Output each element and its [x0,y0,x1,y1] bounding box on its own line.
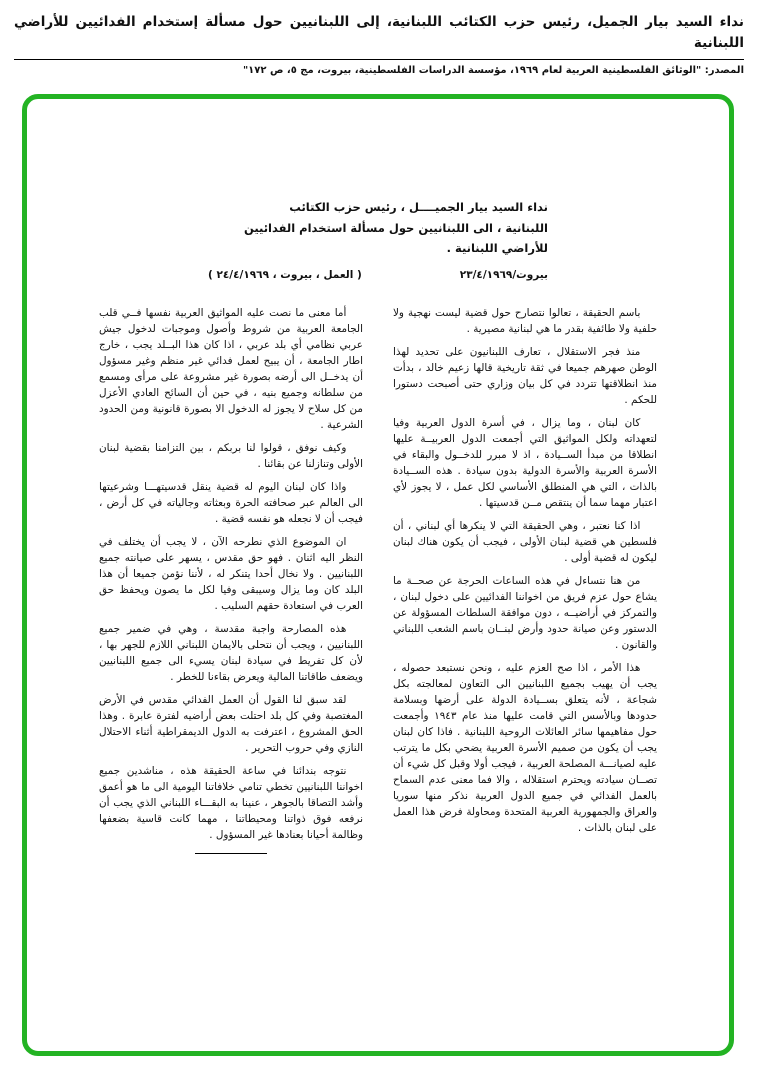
paragraph: هذا الأمر ، اذا صح العزم عليه ، ونحن نستبعد حصوله ، يجب أن يهيب بجميع اللبنانيين الى التعاون لمعالجته بكل شجاعة ، لأنه يتعلق بســيادة الدولة على أرضها وبسلامة حدودها وبالأسس التي قامت عليها منذ عام ١٩٤٣ وأجمعت حول مفاهيمها سائر العائلات الروحية اللبنانية . فاذا كان لبنان يجب أن يكون من صميم الأسرة العربية يضحي بكل ما يترتب عليه لصيانـــة المصلحة العربية ، فيجب أولا وقبل كل شيء أن تصــان سيادته ويحترم استقلاله ، والا فما معنى عدم السماح بالعمل الفدائي في جميع الدول العربية نذكر منها سوريا والعراق والجمهورية العربية المتحدة ومحاولة فرض هذا العمل على لبنان بالذات . [393,662,657,835]
paragraph: هذه المصارحة واجبة مقدسة ، وهي في ضمير جميع اللبنانيين ، ويجب أن نتحلى بالايمان اللبناني اللازم للجهر بها ، لأن كل تفريط في سيادة لبنان يسيء الى جميع اللبنانيين ويضعف طاقاتنا المالية ويعرض بقاءنا للخطر . [99,623,363,684]
paragraph: كان لبنان ، وما يزال ، في أسرة الدول العربية وفيا لتعهداته ولكل المواثيق التي أجمعت الدول العربيــة عليها انطلاقا من مبدأ الســيادة ، اذ لا مبرر للدخــول والبقاء في الأسرة العربية والأسرة الدولية بدون سيادة . هذه الســيادة بالذات ، التي هي المنطلق الأساسي لكل عمل ، لا يجوز لأي اعتبار مهما سما أن ينتقص مــن قدسيتها . [393,417,657,510]
column-left [99,305,363,854]
paragraph: باسم الحقيقة ، تعالوا نتصارح حول قضية ليست نهجية ولا حلفية ولا طائفية بقدر ما هي لبنانية مصيرية . [393,307,657,336]
paragraph: من هنا نتساءل في هذه الساعات الحرجة عن صحــة ما يشاع حول عزم فريق من اخواننا الفدائيين على دخول لبنان ، والتمركز في أراضيــه ، دون موافقة السلطات المسؤولة عن الدستور وعن صيانة حدود وأرض لبنــان باسم الشعب اللبناني والقانون . [393,575,657,652]
page-heading [208,197,548,259]
paragraph: منذ فجر الاستقلال ، تعارف اللبنانيون على تحديد لهذا الوطن صهرهم جميعا في ثقة تاريخية قالها زعيم خالد ، بدأت منذ انطلاقتها تتردد في كل بيان وزاري حتى أصبحت دستورا للحكم . [393,346,657,407]
paragraph: للأراضي اللبنانية . [446,241,548,256]
scanned-page [27,99,729,1051]
paragraph: اذا كنا نعتبر ، وهي الحقيقة التي لا ينكرها أي لبناني ، أن فلسطين هي قضية لبنان الأولى ، فيجب أن يكون هناك لبنان ليكون له قضية أولى . [393,520,657,565]
paragraph: اللبنانية ، الى اللبنانيين حول مسألة استخدام الفدائيين [244,220,548,235]
paragraph: نداء السيد بيار الجميــــل ، رئيس حزب الكتائب [289,200,548,214]
text-columns [99,305,657,854]
dateline-reference: ( العمل ، بيروت ، ٢٤/٤/١٩٦٩ ) [208,269,362,282]
document-title: نداء السيد بيار الجميل، رئيس حزب الكتائب اللبنانية، إلى اللبنانيين حول مسألة إستخدام الفدائيين للأراضي اللبنانية [14,14,744,51]
source-citation: المصدر: "الوثائق الفلسطينية العربية لعام ١٩٦٩، مؤسسة الدراسات الفلسطينية، بيروت، مج ٥، ص ١٧٢" [242,64,744,76]
paragraph: نتوجه بندائنا في ساعة الحقيقة هذه ، مناشدين جميع اخواننا اللبنانيين تخطي تنامي خلافاتنا اليومية الى ما هو أعمق وأشد التصاقا بالجوهر ، عنينا به البقـــاء اللبناني الذي يجب أن نرفعه فوق ذواتنا ومحيطاتنا ، مهما كانت قاسية بضعفها وظالمة أحيانا بعنادها غير المسؤول . [99,765,363,842]
paragraph: لقد سبق لنا القول أن العمل الفدائي مقدس في الأرض المغتصبة وفي كل بلد احتلت بعض أراضيه لفترة عابرة . وهذا الحق المشروع ، اعترفت به الدول الديمقراطية أثناء الاحتلال النازي وفي حروب التحرير . [99,694,363,755]
paragraph: ان الموضوع الذي نطرحه الآن ، لا يجب أن يختلف في النظر اليه اثنان . فهو حق مقدس ، يسهر على صيانته جميع اللبنانيين . ولا نخال أحدا يتنكر له ، لأننا نؤمن جميعا أن هذا البلد كان وما يزال وسيبقى وفيا لكل ما يصون ويحفظ حق العرب في استعادة حقهم السليب . [99,536,363,613]
paragraph: وكيف نوفق ، قولوا لنا بربكم ، بين التزامنا بقضية لبنان الأولى وتنازلنا عن بقائنا . [99,442,363,471]
column-right [393,305,657,854]
document-header [0,0,758,78]
dateline-place: بيروت/٢٣/٤/١٩٦٩ [459,269,548,282]
dateline [208,269,548,281]
paragraph: أما معنى ما نصت عليه المواثيق العربية نفسها فــي قلب الجامعة العربية من شروط وأصول وموجبات لدخول جيش عربي نظامي أي بلد عربي ، اذا كان هذا البــلد يجب ، خارج اطار الجامعة ، أن يبيح لعمل فدائي غير منظم وغير مسؤول أن يدخــل الى أرضه بصورة غير مشروعة على مرأى ومسمع من سلطانه وجميع بنيه ، في حين أن السائح العادي الأعزل من كل سلاح لا يجوز له الدخول الا بصورة قانونية ومن الحدود الشرعية . [99,307,363,432]
end-of-text-rule [195,853,267,854]
header-divider [14,59,744,60]
paragraph: واذا كان لبنان اليوم له قضية ينقل قدسيتهـــا وشرعيتها الى العالم عبر صحافته الحرة وبعثاته وجالياته في كل أرض ، فيجب أن لا نجعله هو نفسه قضية . [99,481,363,526]
document-frame [22,94,734,1056]
column-left-paragraphs [99,305,363,843]
